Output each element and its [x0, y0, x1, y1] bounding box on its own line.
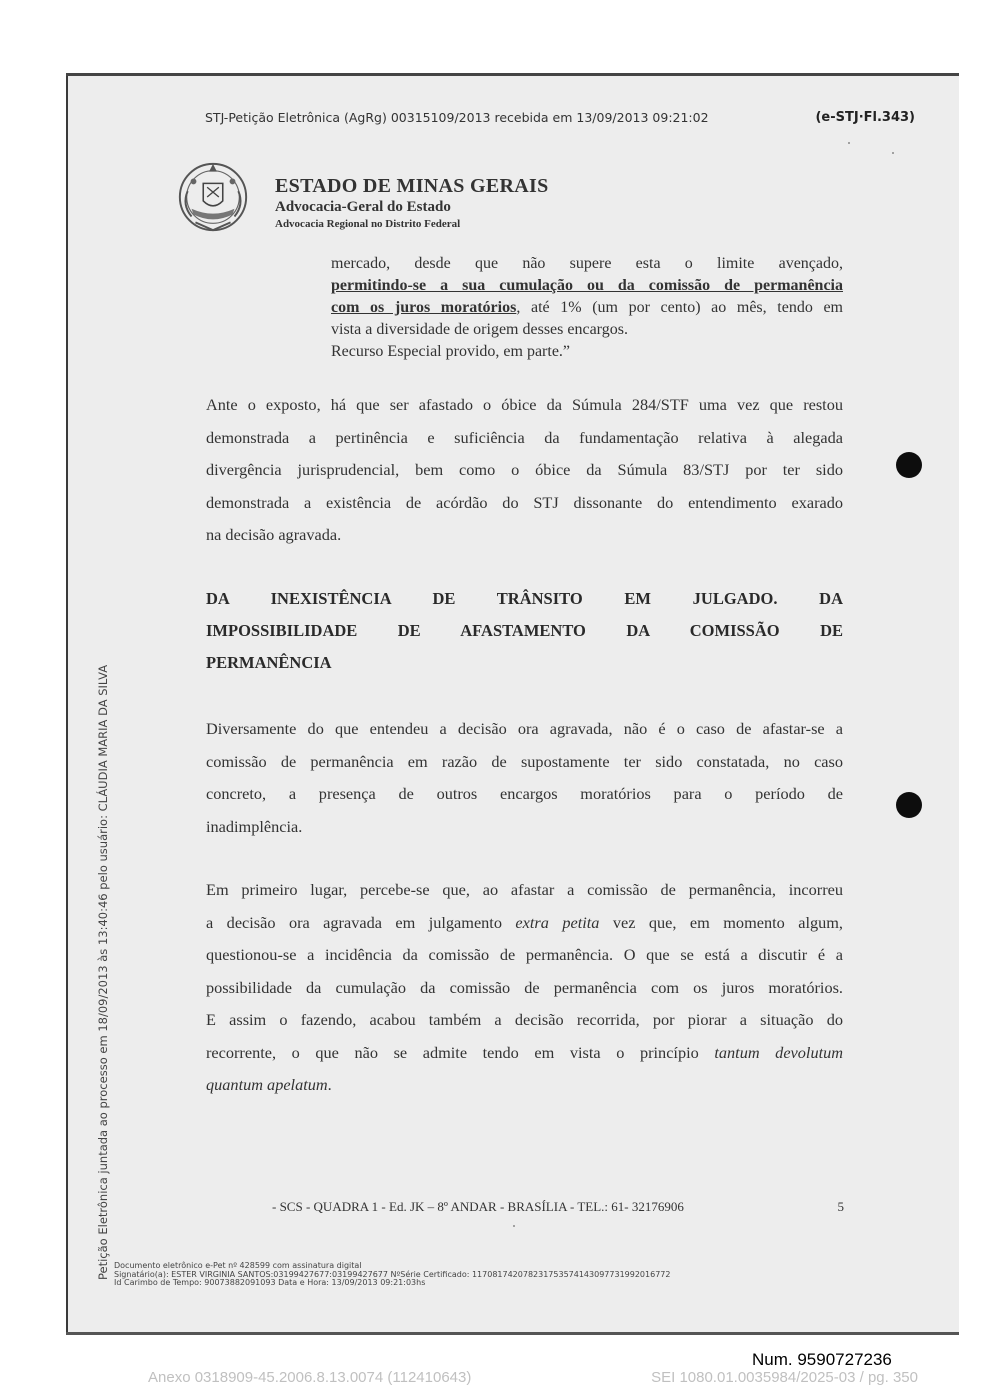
paragraph-line: na decisão agravada.: [206, 525, 342, 544]
filing-stamp: Petição Eletrônica juntada ao processo em 18/09/2013 às 13:40:46 pelo usuário: CLÁUDIA MARIA DA SILVA: [96, 664, 110, 1280]
punch-hole: [896, 792, 922, 818]
petition-header: [205, 110, 915, 125]
annex-reference: Anexo 0318909-45.2006.8.13.0074 (112410643): [148, 1369, 472, 1386]
paragraph-extra-petita: [206, 874, 843, 1102]
quoted-ruling: [331, 253, 843, 363]
paragraph-line: possibilidade da cumulação da comissão de permanência com os juros moratórios.: [206, 977, 843, 997]
page-number: 5: [837, 1199, 844, 1214]
regional-office: Advocacia Regional no Distrito Federal: [275, 218, 461, 230]
paragraph-line: questionou-se a incidência da comissão de permanência. O que se está a discutir é a: [206, 945, 843, 964]
text-run: recorrente, o que não se admite tendo em vista o princípio: [206, 1042, 715, 1062]
latin-term: extra petita: [515, 912, 600, 932]
paragraph-line: demonstrada a pertinência e suficiência da fundamentação relativa à alegada: [206, 427, 843, 447]
heading-line: PERMANÊNCIA: [206, 653, 332, 672]
signature-line: Id Carimbo de Tempo: 90073882091093 Data e Hora: 13/09/2013 09:21:03hs: [114, 1278, 426, 1288]
paragraph-line: Em primeiro lugar, percebe-se que, ao afastar a comissão de permanência, incorreu: [206, 880, 843, 899]
document-number: Num. 9590727236: [752, 1350, 892, 1369]
paragraph-line: [206, 1037, 843, 1070]
quote-line: vista a diversidade de origem desses encargos.: [331, 321, 628, 338]
text-run: a decisão ora agravada em julgamento: [206, 912, 516, 932]
paragraph-line: concreto, a presença de outros encargos moratórios para o período de: [206, 784, 843, 803]
text-run: .: [327, 1075, 332, 1094]
paragraph-line: [206, 1069, 843, 1102]
paragraph-line: [206, 907, 843, 940]
office-address: - SCS - QUADRA 1 - Ed. JK – 8º ANDAR - BRASÍLIA - TEL.: 61- 32176906: [272, 1199, 684, 1214]
paragraph-line: E assim o fazendo, acabou também a decisão recorrida, por piorar a situação do: [206, 1010, 843, 1029]
quote-line: Recurso Especial provido, em parte.”: [331, 343, 571, 360]
heading-line: IMPOSSIBILIDADE DE AFASTAMENTO DA COMISSÃO DE: [206, 621, 843, 640]
petition-receipt: STJ-Petição Eletrônica (AgRg) 00315109/2013 recebida em 13/09/2013 09:21:02: [205, 110, 709, 125]
page-footer: [272, 1199, 844, 1215]
latin-term: quantum apelatum: [206, 1075, 328, 1094]
agency-block: [275, 174, 549, 231]
paragraph-line: comissão de permanência em razão de supostamente ter sido constatada, no caso: [206, 751, 843, 771]
scan-speck: [848, 142, 850, 144]
state-coat-of-arms-icon: [174, 158, 252, 236]
signature-line: Signatário(a): ESTER VIRGINIA SANTOS:03199427677:03199427677 NºSérie Certificado: 117081742078231753574143097731992016772: [114, 1269, 671, 1279]
quote-emphasis: com os juros moratórios: [331, 299, 517, 316]
paragraph-line: demonstrada a existência de acórdão do STJ dissonante do entendimento exarado: [206, 492, 843, 512]
paragraph-line: Ante o exposto, há que ser afastado o óbice da Súmula 284/STF uma vez que restou: [206, 395, 843, 414]
quote-line: [331, 297, 843, 319]
scan-speck: [892, 152, 894, 154]
quote-line-emphasis: permitindo-se a sua cumulação ou da comissão de permanência: [331, 277, 843, 294]
heading-line: DA INEXISTÊNCIA DE TRÂNSITO EM JULGADO. DA: [206, 589, 843, 608]
state-name: ESTADO DE MINAS GERAIS: [275, 175, 549, 197]
quote-line: mercado, desde que não supere esta o limite avençado,: [331, 255, 843, 272]
digital-signature-block: [114, 1262, 670, 1288]
annex-footer: [148, 1369, 918, 1386]
page-reference: (e-STJ·Fl.343): [815, 110, 915, 125]
section-heading: [206, 583, 843, 679]
text-run: vez que, em momento algum,: [599, 912, 843, 932]
paragraph-line: divergência jurisprudencial, bem como o óbice da Súmula 83/STJ por ter sido: [206, 460, 843, 479]
paragraph-conclusion: [206, 389, 843, 552]
paragraph-argument: [206, 713, 843, 843]
latin-term: tantum devolutum: [714, 1042, 844, 1062]
paragraph-line: Diversamente do que entendeu a decisão ora agravada, não é o caso de afastar-se a: [206, 719, 843, 738]
scan-speck: [513, 1225, 515, 1227]
paragraph-line: inadimplência.: [206, 816, 303, 836]
sei-reference: SEI 1080.01.0035984/2025-03 / pg. 350: [651, 1369, 918, 1386]
quote-text: , até 1% (um por cento) ao mês, tendo em: [516, 299, 844, 316]
punch-hole: [896, 452, 922, 478]
agency-name: Advocacia-Geral do Estado: [275, 199, 451, 215]
signature-line: Documento eletrônico e-Pet nº 428599 com assinatura digital: [114, 1261, 362, 1270]
